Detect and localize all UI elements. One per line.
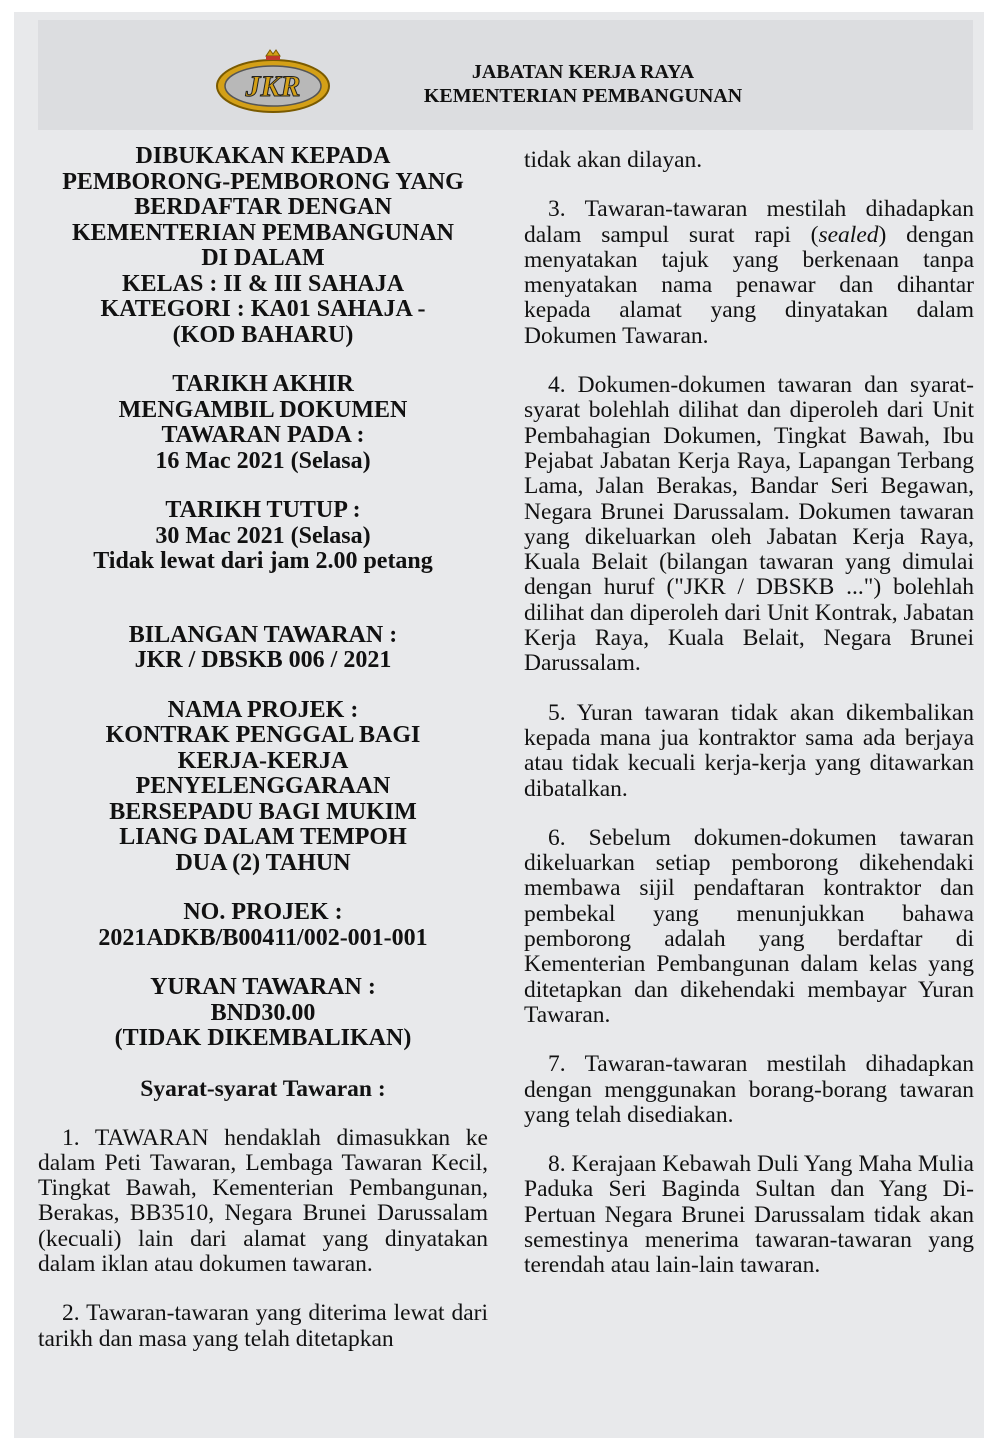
logo-text: JKR — [245, 70, 301, 103]
project-number: 2021ADKB/B00411/002-001-001 — [98, 924, 428, 951]
project-name-line: KONTRAK PENGGAL BAGI — [105, 722, 421, 748]
open-to-line: KELAS : II & III SAHAJA — [121, 270, 405, 297]
condition-7: 7. Tawaran-tawaran mestilah dihadapkan dengan menggunakan borang-borang tawaran yang telah disediakan. — [524, 1051, 974, 1128]
project-name-line: KERJA-KERJA — [177, 747, 349, 774]
open-to-line: KATEGORI : KA01 SAHAJA - — [100, 296, 426, 322]
open-to-line: PEMBORONG-PEMBORONG YANG — [62, 168, 464, 195]
project-name-block — [38, 698, 488, 877]
tender-number-block — [38, 623, 488, 674]
condition-3-text: 3. Tawaran-tawaran mestilah dihadapkan dalam sampul surat rapi ( — [524, 196, 974, 248]
open-to-line: DI DALAM — [201, 245, 325, 271]
jkr-logo — [214, 46, 332, 114]
ministry-name: KEMENTERIAN PEMBANGUNAN — [423, 85, 743, 107]
closing-time: Tidak lewat dari jam 2.00 petang — [93, 548, 433, 574]
open-to-line: KEMENTERIAN PEMBANGUNAN — [71, 219, 454, 246]
project-number-label: NO. PROJEK : — [183, 899, 343, 925]
collect-deadline-line: TARIKH AKHIR — [172, 371, 354, 397]
tender-fee-label: YURAN TAWARAN : — [150, 974, 376, 1000]
project-name-line: LIANG DALAM TEMPOH — [119, 824, 407, 850]
tender-number: JKR / DBSKB 006 / 2021 — [134, 647, 392, 673]
advertisement-page — [14, 12, 984, 1438]
condition-4: 4. Dokumen-dokumen tawaran dan syarat-syarat bolehlah dilihat dan diperoleh dari Unit Pembahagian Dokumen, Tingkat Bawah, Ibu Pejabat Jabatan Kerja Raya, Lapangan Terbang Lama, Jalan Berakas, Bandar Seri Begawan, Negara Brunei Darussalam. Dokumen tawaran yang dikeluarkan oleh Jabatan Kerja Raya, Kuala Belait (bilangan tawaran yang dimulai dengan huruf ("JKR / DBSKB ...") bolehlah dilihat dan diperoleh dari Unit Kontrak, Jabatan Kerja Raya, Kuala Belait, Negara Brunei Darussalam. — [524, 372, 974, 677]
right-column — [524, 148, 974, 1279]
closing-date-block — [38, 498, 488, 575]
tender-fee-amount: BND30.00 — [210, 999, 316, 1026]
project-number-block — [38, 900, 488, 951]
condition-2-end: tidak akan dilayan. — [524, 147, 703, 173]
collect-deadline-line: TAWARAN PADA : — [161, 422, 365, 448]
header-banner — [38, 20, 973, 130]
open-to-line: (KOD BAHARU) — [172, 321, 354, 348]
condition-3-text: ) dengan menyatakan tajuk yang berkenaan tanpa menyatakan nama penawar dan dihantar kepada alamat yang dinyatakan dalam Dokumen Tawaran. — [524, 221, 974, 349]
project-name-line: BERSEPADU BAGI MUKIM — [109, 798, 417, 825]
collect-deadline-line: MENGAMBIL DOKUMEN — [118, 396, 408, 423]
closing-date: 30 Mac 2021 (Selasa) — [155, 522, 371, 549]
condition-1: 1. TAWARAN hendaklah dimasukkan ke dalam Peti Tawaran, Lembaga Tawaran Kecil, Tingkat Bawah, Kementerian Pembangunan, Berakas, BB3510, Negara Brunei Darussalam (kecuali) lain dari alamat yang dinyatakan dalam iklan atau dokumen tawaran. — [38, 1124, 488, 1277]
condition-2-start: 2. Tawaran-tawaran yang diterima lewat dari tarikh dan masa yang telah ditetapkan — [38, 1300, 488, 1352]
collect-deadline-block — [38, 372, 488, 474]
closing-date-label: TARIKH TUTUP : — [165, 497, 361, 523]
tender-fee-block — [38, 975, 488, 1052]
department-name: JABATAN KERJA RAYA — [471, 61, 695, 83]
tender-fee-note: (TIDAK DIKEMBALIKAN) — [114, 1025, 412, 1051]
project-name-line: DUA (2) TAHUN — [175, 849, 351, 876]
condition-3-italic: sealed — [818, 221, 879, 248]
conditions-title: Syarat-syarat Tawaran : — [140, 1075, 386, 1102]
condition-8: 8. Kerajaan Kebawah Duli Yang Maha Mulia Paduka Seri Baginda Sultan dan Yang Di-Pertuan Negara Brunei Darussalam tidak akan semestinya menerima tawaran-tawaran yang terendah atau lain-lain tawaran. — [524, 1151, 974, 1279]
open-to-block — [38, 144, 488, 348]
condition-5: 5. Yuran tawaran tidak akan dikembalikan kepada mana jua kontraktor sama ada berjaya atau tidak kecuali kerja-kerja yang ditawarkan dibatalkan. — [524, 699, 974, 802]
open-to-line: DIBUKAKAN KEPADA — [135, 143, 391, 169]
tender-number-label: BILANGAN TAWARAN : — [128, 621, 398, 648]
collect-deadline-date: 16 Mac 2021 (Selasa) — [155, 447, 371, 474]
open-to-line: BERDAFTAR DENGAN — [134, 194, 392, 220]
project-name-line: PENYELENGGARAAN — [135, 773, 391, 799]
left-column — [38, 144, 488, 1352]
project-name-label: NAMA PROJEK : — [167, 696, 359, 723]
header-title — [418, 60, 748, 108]
condition-3 — [524, 197, 974, 349]
condition-6: 6. Sebelum dokumen-dokumen tawaran dikeluarkan setiap pemborong dikehendaki membawa sijil pendaftaran kontraktor dan pembekal yang menunjukkan bahawa pemborong adalah yang berdaftar di Kementerian Pembangunan dalam kelas yang ditetapkan dan dikehendaki membayar Yuran Tawaran. — [524, 824, 974, 1028]
